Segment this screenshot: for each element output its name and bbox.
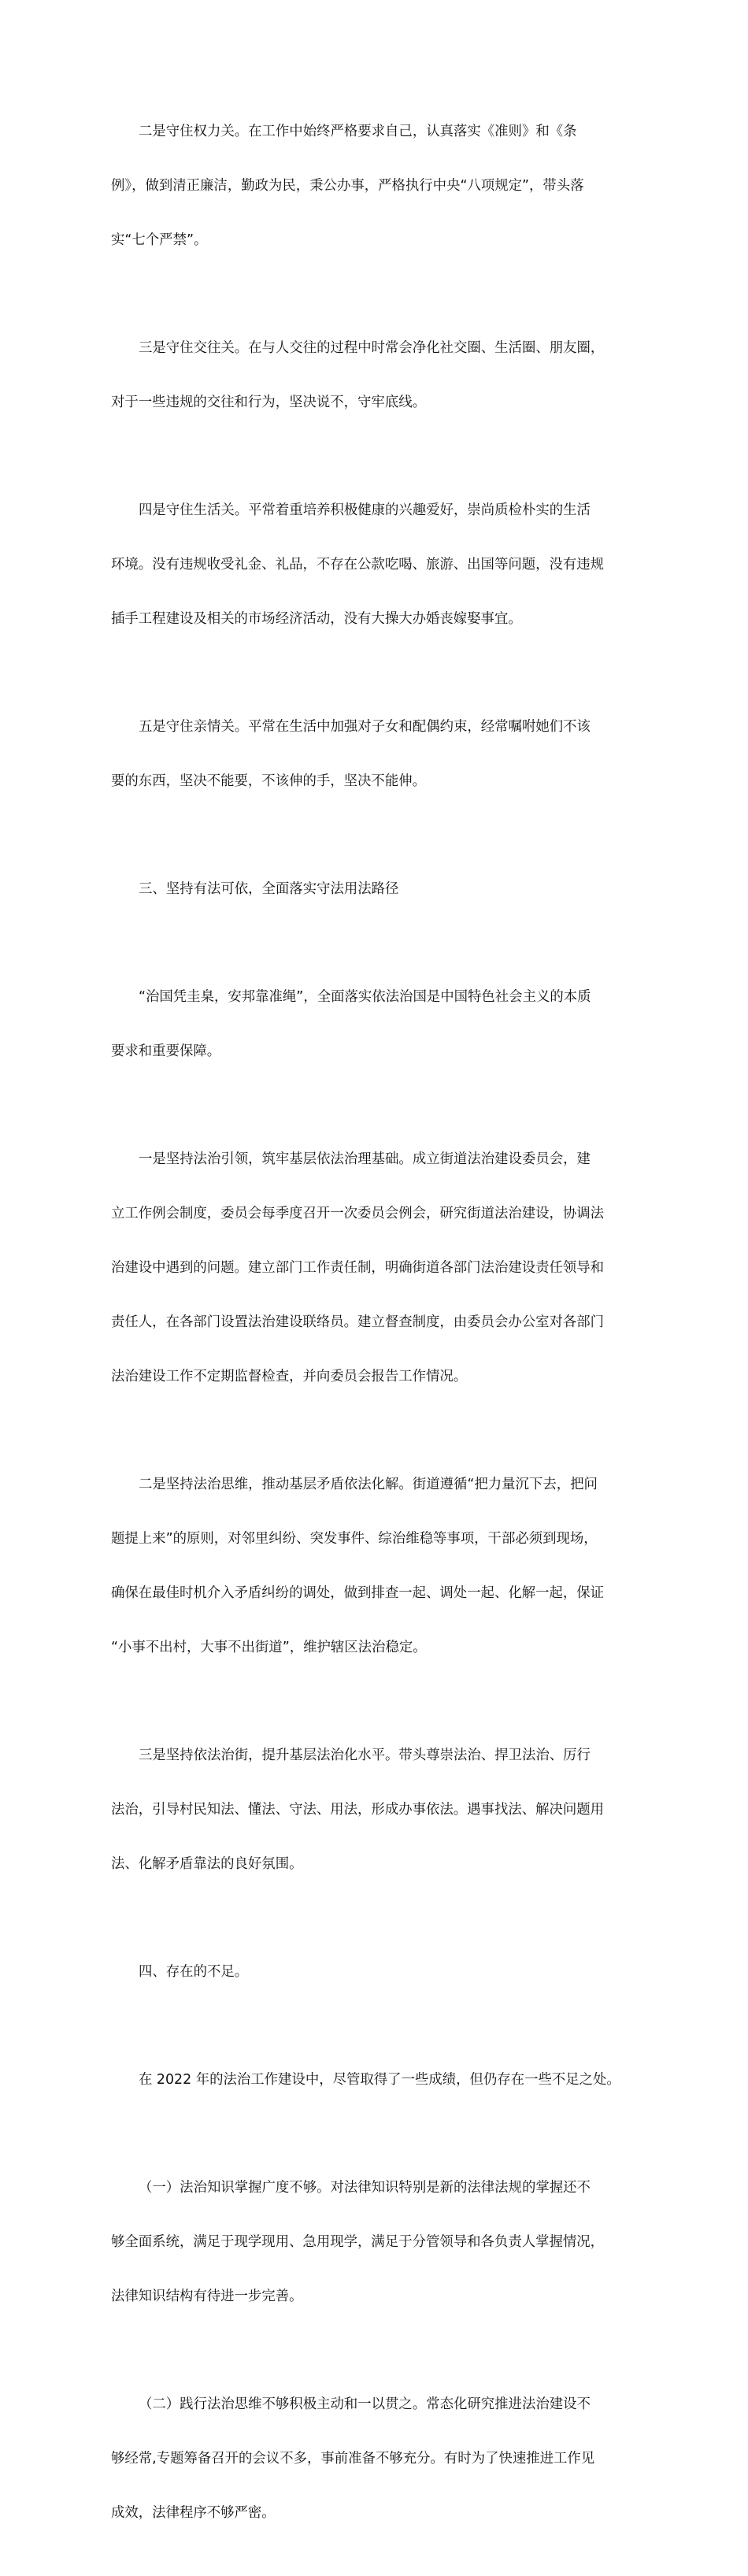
text-line: 三是坚持依法治街，提升基层法治化水平。带头尊崇法治、捍卫法治、厉行 xyxy=(139,1748,591,1763)
text-line: 环境。没有违规收受礼金、礼品，不存在公款吃喝、旅游、出国等问题，没有违规 xyxy=(111,557,605,573)
text-line: 插手工程建设及相关的市场经济活动，没有大操大办婚丧嫁娶事宜。 xyxy=(111,611,522,627)
paragraph-guard-power xyxy=(111,87,654,286)
paragraph-rule-of-law-quote xyxy=(111,952,654,1097)
paragraph-guard-social xyxy=(111,303,654,448)
text-line: 够经常,专题筹备召开的会议不多，事前准备不够充分。有时为了快速推进工作见 xyxy=(111,2451,595,2467)
text-line: （二）践行法治思维不够积极主动和一以贯之。常态化研究推进法治建设不 xyxy=(139,2396,591,2412)
paragraph-guard-life xyxy=(111,465,654,665)
text-line: 在 2022 年的法治工作建设中，尽管取得了一些成绩，但仍存在一些不足之处。 xyxy=(139,2072,620,2088)
text-line: 成效，法律程序不够严密。 xyxy=(111,2505,276,2521)
text-line: 对于一些违规的交往和行为，坚决说不，守牢底线。 xyxy=(111,395,426,410)
text-line: 法治建设工作不定期监督检查，并向委员会报告工作情况。 xyxy=(111,1369,468,1384)
section-heading-four xyxy=(111,1927,654,2018)
text-line: 要求和重要保障。 xyxy=(111,1043,221,1059)
paragraph-law-governance xyxy=(111,1711,654,1910)
text-line: 二是守住权力关。在工作中始终严格要求自己，认真落实《准则》和《条 xyxy=(139,124,577,139)
document-page xyxy=(111,87,654,2576)
paragraph-shortcoming-one xyxy=(111,2143,654,2342)
text-line: 确保在最佳时机介入矛盾纠纷的调处，做到排查一起、调处一起、化解一起，保证 xyxy=(111,1585,605,1601)
text-line: 二是坚持法治思维，推动基层矛盾依法化解。街道遵循“把力量沉下去，把问 xyxy=(139,1477,598,1492)
text-line: “小事不出村，大事不出街道”，维护辖区法治稳定。 xyxy=(111,1640,427,1655)
heading-text: 三、坚持有法可依，全面落实守法用法路径 xyxy=(139,881,399,897)
text-line: 够全面系统，满足于现学现用、急用现学，满足于分管领导和各负责人掌握情况， xyxy=(111,2234,605,2250)
paragraph-guard-family xyxy=(111,682,654,827)
text-line: 一是坚持法治引领，筑牢基层依法治理基础。成立街道法治建设委员会，建 xyxy=(139,1151,591,1167)
heading-text: 四、存在的不足。 xyxy=(139,1964,249,1980)
paragraph-law-guidance xyxy=(111,1114,654,1422)
text-line: 立工作例会制度，委员会每季度召开一次委员会例会，研究街道法治建设，协调法 xyxy=(111,1206,605,1221)
text-line: 法治，引导村民知法、懂法、守法、用法，形成办事依法。遇事找法、解决问题用 xyxy=(111,1802,605,1818)
text-line: 三是守住交往关。在与人交往的过程中时常会净化社交圈、生活圈、朋友圈， xyxy=(139,340,605,356)
text-line: （一）法治知识掌握广度不够。对法律知识特别是新的法律法规的掌握还不 xyxy=(139,2180,591,2196)
text-line: 五是守住亲情关。平常在生活中加强对子女和配偶约束，经常嘱咐她们不该 xyxy=(139,719,591,735)
text-line: 四是守住生活关。平常着重培养积极健康的兴趣爱好，崇尚质检朴实的生活 xyxy=(139,502,591,518)
text-line: 责任人，在各部门设置法治建设联络员。建立督查制度，由委员会办公室对各部门 xyxy=(111,1314,605,1330)
text-line: 实“七个严禁”。 xyxy=(111,232,208,248)
text-line: “治国凭圭臬，安邦靠准绳”，全面落实依法治国是中国特色社会主义的本质 xyxy=(139,989,591,1005)
text-line: 要的东西，坚决不能要，不该伸的手，坚决不能伸。 xyxy=(111,773,426,789)
text-line: 法律知识结构有待进一步完善。 xyxy=(111,2289,303,2304)
text-line: 例》，做到清正廉洁，勤政为民，秉公办事，严格执行中央“八项规定”，带头落 xyxy=(111,178,584,194)
text-line: 治建设中遇到的问题。建立部门工作责任制，明确街道各部门法治建设责任领导和 xyxy=(111,1260,605,1276)
paragraph-shortcoming-two xyxy=(111,2359,654,2559)
section-heading-three xyxy=(111,844,654,935)
text-line: 题提上来”的原则，对邻里纠纷、突发事件、综治维稳等事项，干部必须到现场， xyxy=(111,1531,598,1547)
paragraph-shortcomings-intro xyxy=(111,2035,654,2126)
text-line: 法、化解矛盾靠法的良好氛围。 xyxy=(111,1856,303,1872)
paragraph-law-thinking xyxy=(111,1440,654,1693)
